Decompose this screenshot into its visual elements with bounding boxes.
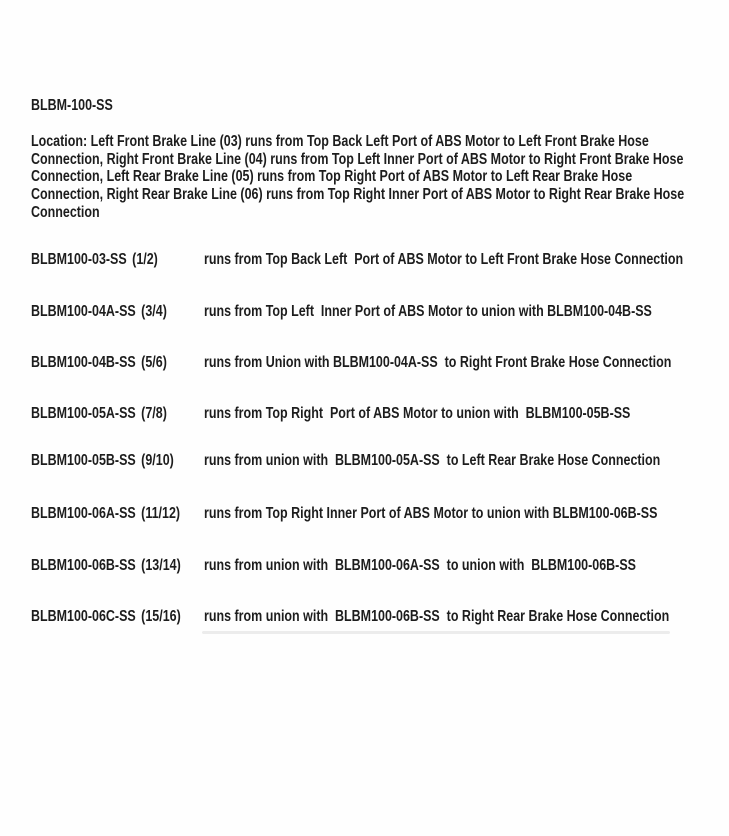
part-number bbox=[31, 557, 181, 575]
scan-smudge bbox=[202, 631, 670, 634]
part-row bbox=[0, 452, 729, 472]
part-number bbox=[31, 251, 158, 269]
part-row bbox=[0, 608, 729, 628]
location-line: Connection, Right Front Brake Line (04) runs from Top Left Inner Port of ABS Motor to Right Front Brake Hose bbox=[31, 150, 684, 168]
part-id: BLBM100-06B-SS bbox=[31, 557, 136, 574]
part-row bbox=[0, 505, 729, 525]
part-number bbox=[31, 505, 180, 523]
part-number bbox=[31, 405, 167, 423]
part-description: runs from union with BLBM100-06A-SS to union with BLBM100-06B-SS bbox=[204, 557, 636, 574]
location-line: Location: Left Front Brake Line (03) runs from Top Back Left Port of ABS Motor to Left Front Brake Hose bbox=[31, 133, 649, 150]
part-id: BLBM100-06C-SS bbox=[31, 608, 136, 625]
part-row bbox=[0, 354, 729, 374]
part-row bbox=[0, 303, 729, 323]
part-id: BLBM100-03-SS bbox=[31, 251, 127, 268]
part-number bbox=[31, 608, 181, 626]
part-description: runs from Top Right Inner Port of ABS Motor to union with BLBM100-06B-SS bbox=[204, 505, 658, 522]
part-description: runs from Top Left Inner Port of ABS Motor to union with BLBM100-04B-SS bbox=[204, 303, 652, 320]
part-qty: (3/4) bbox=[141, 303, 167, 320]
part-id: BLBM100-04A-SS bbox=[31, 303, 136, 320]
location-line: Connection, Left Rear Brake Line (05) runs from Top Right Port of ABS Motor to Left Rear Brake Hose bbox=[31, 168, 633, 186]
part-id: BLBM100-05B-SS bbox=[31, 452, 136, 469]
part-id: BLBM100-04B-SS bbox=[31, 354, 136, 371]
part-qty: (9/10) bbox=[141, 452, 174, 469]
part-qty: (15/16) bbox=[141, 608, 181, 625]
part-row bbox=[0, 557, 729, 577]
part-id: BLBM100-05A-SS bbox=[31, 405, 136, 422]
part-qty: (5/6) bbox=[141, 354, 167, 371]
part-number bbox=[31, 354, 167, 372]
part-qty: (1/2) bbox=[132, 251, 158, 268]
part-description: runs from union with BLBM100-05A-SS to Left Rear Brake Hose Connection bbox=[204, 452, 661, 469]
part-qty: (7/8) bbox=[141, 405, 167, 422]
location-line: Connection, Right Rear Brake Line (06) runs from Top Right Inner Port of ABS Motor to Right Rear Brake Hose bbox=[31, 186, 685, 204]
part-qty: (11/12) bbox=[141, 505, 181, 522]
part-description: runs from union with BLBM100-06B-SS to Right Rear Brake Hose Connection bbox=[204, 608, 670, 625]
part-id: BLBM100-06A-SS bbox=[31, 505, 136, 522]
part-row bbox=[0, 251, 729, 271]
page-title: BLBM-100-SS bbox=[31, 97, 113, 114]
part-qty: (13/14) bbox=[141, 557, 181, 574]
part-description: runs from Top Right Port of ABS Motor to union with BLBM100-05B-SS bbox=[204, 405, 631, 422]
part-description: runs from Union with BLBM100-04A-SS to Right Front Brake Hose Connection bbox=[204, 354, 672, 371]
location-line: Connection bbox=[31, 203, 100, 221]
part-number bbox=[31, 303, 167, 321]
part-row bbox=[0, 405, 729, 425]
part-description: runs from Top Back Left Port of ABS Motor to Left Front Brake Hose Connection bbox=[204, 251, 684, 268]
part-number bbox=[31, 452, 174, 470]
